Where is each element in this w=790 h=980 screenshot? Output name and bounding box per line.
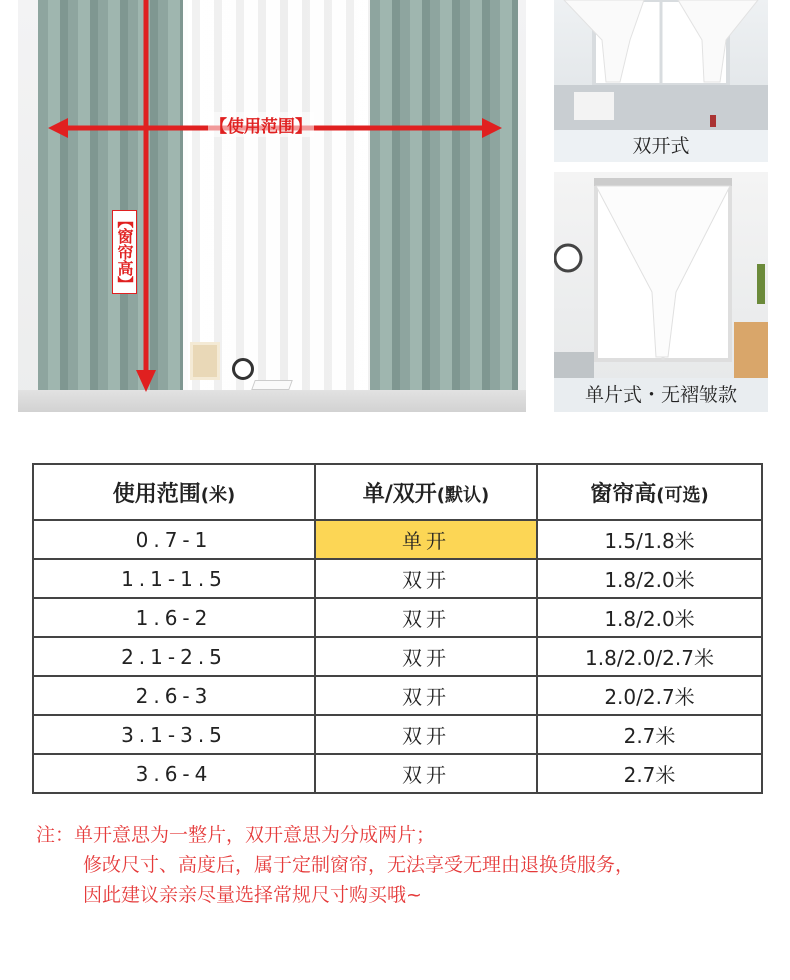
header-open-mode-main: 单/双开 [362,481,437,507]
note-line-2: 修改尺寸、高度后，属于定制窗帘，无法享受无理由退换货服务， [83,854,635,876]
note-line-1 [36,820,756,850]
width-range-label: 【使用范围】 [208,112,314,137]
header-usage-range-sub: (米) [200,484,236,506]
table-row [33,559,762,598]
size-spec-table [32,463,763,794]
height-arrow-head-bottom [136,370,156,392]
table-row [33,598,762,637]
table-row [33,676,762,715]
single-panel-caption: 单片式・无褶皱款 [554,378,768,412]
range-cell: 0.7-1 [33,520,315,559]
measurement-arrows [18,0,526,412]
height-cell: 2.0/2.7米 [537,676,762,715]
double-open-illustration [554,0,768,130]
mode-cell: 双开 [315,676,537,715]
mode-cell: 双开 [315,754,537,793]
header-open-mode [315,464,537,520]
range-cell: 1.6-2 [33,598,315,637]
width-arrow-head-left [48,118,68,138]
single-panel-photo [554,172,768,378]
header-curtain-height [537,464,762,520]
range-cell: 2.6-3 [33,676,315,715]
header-usage-range-main: 使用范围 [112,481,201,507]
height-cell: 1.5/1.8米 [537,520,762,559]
range-cell: 3.6-4 [33,754,315,793]
table-row [33,637,762,676]
table-header-row [33,464,762,520]
range-cell: 1.1-1.5 [33,559,315,598]
header-curtain-height-main: 窗帘高 [590,481,657,507]
mode-cell: 双开 [315,715,537,754]
table-row [33,520,762,559]
mode-cell: 双开 [315,598,537,637]
height-cell: 1.8/2.0米 [537,598,762,637]
single-panel-photo-card [554,172,768,412]
double-open-photo [554,0,768,130]
height-cell: 1.8/2.0米 [537,559,762,598]
width-arrow-head-right [482,118,502,138]
notes-block [36,820,756,910]
curtain-height-label: 【窗帘高】 [112,210,137,294]
single-panel-illustration [554,172,768,378]
height-cell: 2.7米 [537,715,762,754]
mode-cell: 双开 [315,559,537,598]
height-cell: 2.7米 [537,754,762,793]
table-row [33,715,762,754]
range-cell: 3.1-3.5 [33,715,315,754]
header-usage-range [33,464,315,520]
header-curtain-height-sub: (可选) [656,484,709,506]
header-open-mode-sub: (默认) [436,484,490,506]
double-open-photo-card [554,0,768,162]
mode-cell-highlighted: 单开 [315,520,537,559]
mode-cell: 双开 [315,637,537,676]
note-prefix: 注： [36,824,75,846]
main-product-photo [18,0,526,412]
note-text-1: 单开意思为一整片，双开意思为分成两片； [74,824,436,846]
range-cell: 2.1-2.5 [33,637,315,676]
double-open-caption: 双开式 [554,130,768,162]
height-cell: 1.8/2.0/2.7米 [537,637,762,676]
table-row [33,754,762,793]
note-line-3: 因此建议亲亲尽量选择常规尺寸购买哦~ [83,884,422,906]
